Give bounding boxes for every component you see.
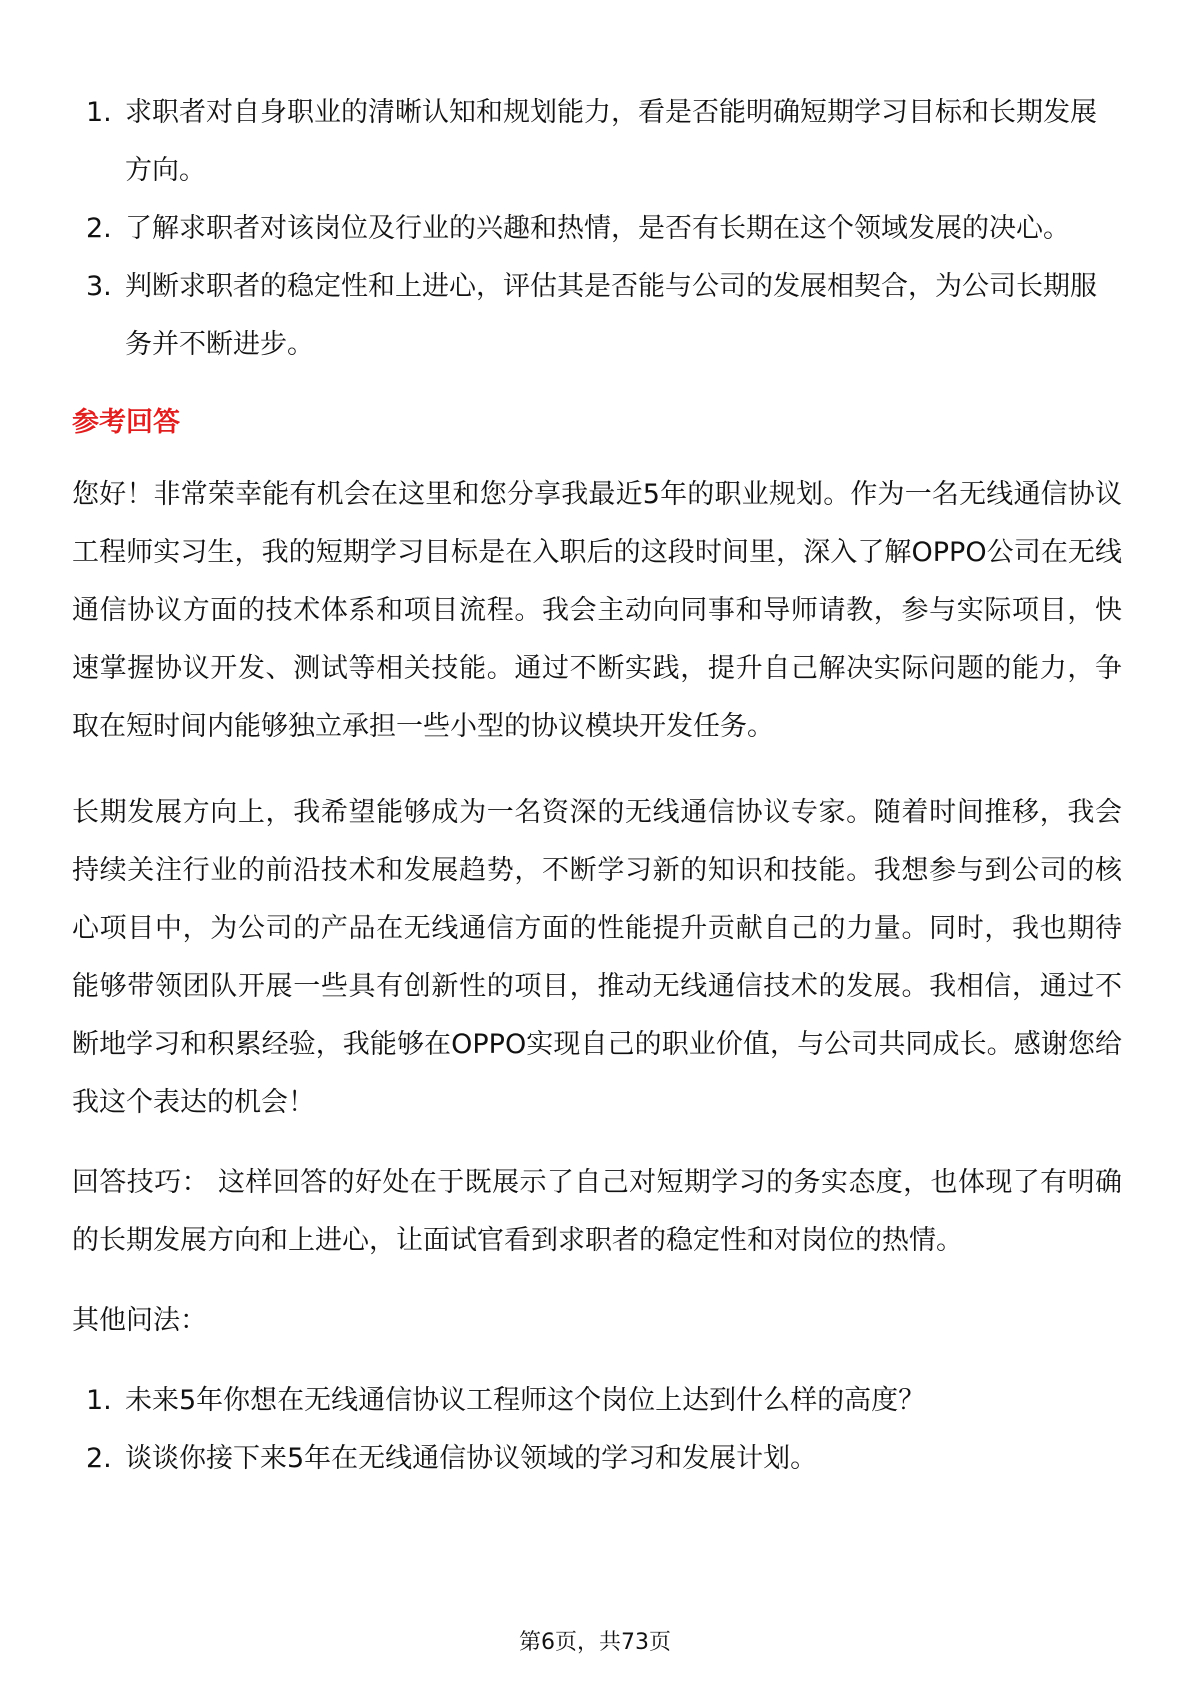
spacer: [72, 1350, 1122, 1372]
list-item-text: 判断求职者的稳定性和上进心，评估其是否能与公司的发展相契合，为公司长期服务并不断进步。: [125, 271, 1097, 360]
list-item: [72, 258, 1122, 374]
answer-paragraph-1: 您好！非常荣幸能有机会在这里和您分享我最近5年的职业规划。作为一名无线通信协议工程师实习生，我的短期学习目标是在入职后的这段时间里，深入了解OPPO公司在无线通信协议方面的技术体系和项目流程。我会主动向同事和导师请教，参与实际项目，快速掌握协议开发、测试等相关技能。通过不断实践，提升自己解决实际问题的能力，争取在短时间内能够独立承担一些小型的协议模块开发任务。: [72, 479, 1122, 742]
spacer: [72, 756, 1122, 784]
other-questions-label: 其他问法：: [72, 1305, 207, 1336]
spacer: [72, 452, 1122, 466]
list-item-number: 3.: [86, 271, 112, 302]
answer-section-title: 参考回答: [72, 407, 180, 438]
list-item: [72, 1430, 1122, 1488]
list-item-text: 求职者对自身职业的清晰认知和规划能力，看是否能明确短期学习目标和长期发展方向。: [125, 97, 1097, 186]
list-item-number: 2.: [86, 1443, 112, 1474]
spacer: [72, 1132, 1122, 1154]
list-item-text: 了解求职者对该岗位及行业的兴趣和热情，是否有长期在这个领域发展的决心。: [125, 213, 1070, 244]
page-content: [72, 84, 1122, 1488]
list-item-text: 未来5年你想在无线通信协议工程师这个岗位上达到什么样的高度？: [125, 1385, 926, 1416]
list-item: [72, 1372, 1122, 1430]
page-footer: 第6页，共73页: [519, 1630, 671, 1655]
intro-points-list: [72, 84, 1122, 374]
list-item-number: 1.: [86, 1385, 112, 1416]
answer-tips: 回答技巧： 这样回答的好处在于既展示了自己对短期学习的务实态度，也体现了有明确的长期发展方向和上进心，让面试官看到求职者的稳定性和对岗位的热情。: [72, 1167, 1122, 1256]
list-item: [72, 200, 1122, 258]
spacer: [72, 1270, 1122, 1292]
other-questions-list: [72, 1372, 1122, 1488]
answer-paragraph-2: 长期发展方向上，我希望能够成为一名资深的无线通信协议专家。随着时间推移，我会持续关注行业的前沿技术和发展趋势，不断学习新的知识和技能。我想参与到公司的核心项目中，为公司的产品在无线通信方面的性能提升贡献自己的力量。同时，我也期待能够带领团队开展一些具有创新性的项目，推动无线通信技术的发展。我相信，通过不断地学习和积累经验，我能够在OPPO实现自己的职业价值，与公司共同成长。感谢您给我这个表达的机会！: [72, 797, 1122, 1118]
list-item-number: 2.: [86, 213, 112, 244]
list-item: [72, 84, 1122, 200]
list-item-text: 谈谈你接下来5年在无线通信协议领域的学习和发展计划。: [125, 1443, 818, 1474]
list-item-number: 1.: [86, 97, 112, 128]
